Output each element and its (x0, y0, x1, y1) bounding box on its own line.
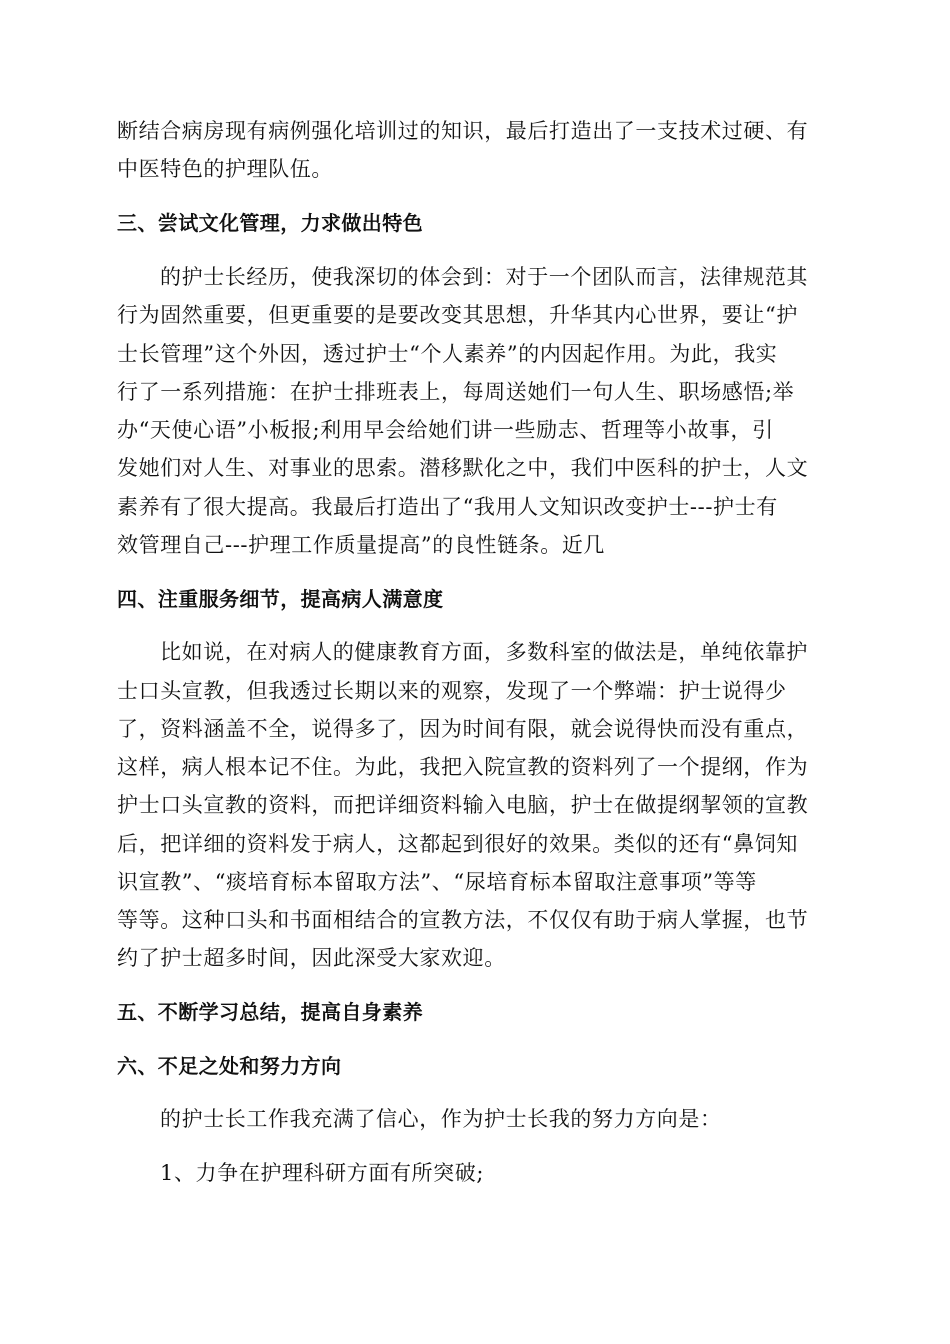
body-line: 素养有了很大提高。我最后打造出了“我用人文知识改变护士---护士有 (117, 495, 778, 519)
body-line: 识宣教”、“痰培育标本留取方法”、“尿培育标本留取注意事项”等等 (117, 870, 757, 894)
body-line: 的护士长经历，使我深切的体会到：对于一个团队而言，法律规范其 (160, 265, 808, 289)
section-heading-4: 四、注重服务细节，提高病人满意度 (117, 587, 444, 611)
body-line: 办“天使心语”小板报;利用早会给她们讲一些励志、哲理等小故事，引 (117, 418, 774, 442)
body-line: 后，把详细的资料发于病人，这都起到很好的效果。类似的还有“鼻饲知 (117, 832, 798, 856)
body-line: 行为固然重要，但更重要的是要改变其思想，升华其内心世界，要让“护 (117, 303, 798, 327)
body-line: 士长管理”这个外因，透过护士“个人素养”的内因起作用。为此，我实 (117, 342, 778, 366)
list-item: 1、力争在护理科研方面有所突破; (160, 1161, 485, 1185)
body-line: 了，资料涵盖不全，说得多了，因为时间有限，就会说得快而没有重点， (117, 717, 809, 741)
body-line: 效管理自己---护理工作质量提高”的良性链条。近几 (117, 533, 606, 557)
section-heading-3: 三、尝试文化管理，力求做出特色 (117, 211, 423, 235)
body-line: 等等。这种口头和书面相结合的宣教方法，不仅仅有助于病人掌握，也节 (117, 908, 809, 932)
body-line: 的护士长工作我充满了信心，作为护士长我的努力方向是： (160, 1107, 722, 1131)
body-line: 约了护士超多时间，因此深受大家欢迎。 (117, 946, 506, 970)
body-line: 行了一系列措施：在护士排班表上，每周送她们一句人生、职场感悟;举 (117, 380, 795, 404)
body-line: 断结合病房现有病例强化培训过的知识，最后打造出了一支技术过硬、有 (117, 119, 809, 143)
body-line: 护士口头宣教的资料，而把详细资料输入电脑，护士在做提纲挈领的宣教 (117, 793, 809, 817)
body-line: 发她们对人生、对事业的思索。潜移默化之中，我们中医科的护士，人文 (117, 456, 809, 480)
body-line: 士口头宣教，但我透过长期以来的观察，发现了一个弊端：护士说得少 (117, 679, 787, 703)
body-line: 这样，病人根本记不住。为此，我把入院宣教的资料列了一个提纲，作为 (117, 755, 809, 779)
body-line: 比如说，在对病人的健康教育方面，多数科室的做法是，单纯依靠护 (160, 640, 808, 664)
section-heading-6: 六、不足之处和努力方向 (117, 1054, 342, 1078)
body-line: 中医特色的护理队伍。 (117, 157, 333, 181)
section-heading-5: 五、不断学习总结，提高自身素养 (117, 1000, 423, 1024)
